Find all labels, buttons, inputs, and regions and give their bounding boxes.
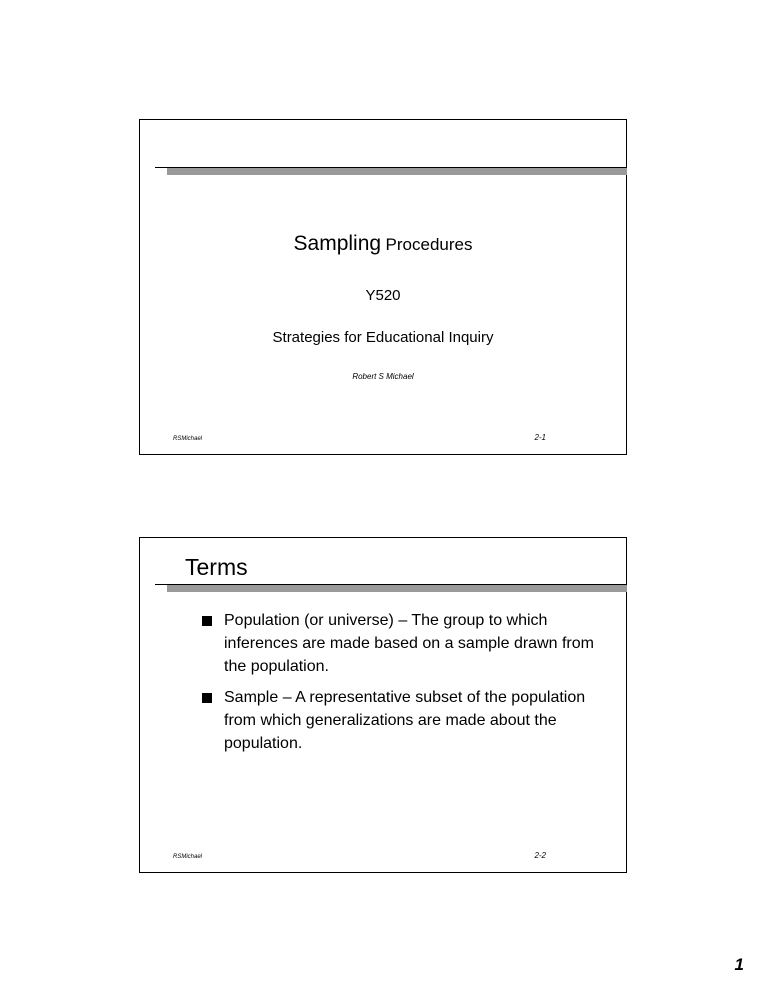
bullet-item — [202, 609, 602, 678]
slide-number: 2-1 — [534, 433, 546, 442]
slide-1 — [139, 119, 627, 455]
square-bullet-icon — [202, 616, 212, 626]
slide-title: Terms — [185, 554, 248, 580]
slide-title-main: Sampling — [293, 232, 382, 255]
bullet-text: Population (or universe) – The group to which inferences are made based on a sample drawn from the population. — [224, 612, 594, 675]
bullet-text: Sample – A representative subset of the population from which generalizations are made about the population. — [224, 689, 586, 752]
header-rule-shadow — [167, 168, 627, 175]
footer-author: RSMichael — [173, 436, 203, 442]
slide-number: 2-2 — [534, 851, 546, 860]
slide-title — [140, 232, 626, 256]
course-subtitle: Strategies for Educational Inquiry — [272, 329, 494, 346]
square-bullet-icon — [202, 693, 212, 703]
header-rule — [155, 167, 627, 175]
bullet-item — [202, 686, 602, 755]
course-code: Y520 — [365, 287, 401, 304]
header-rule-shadow — [167, 585, 627, 592]
slide-2 — [139, 537, 627, 873]
bullet-list — [202, 609, 602, 763]
author-name: Robert S Michael — [352, 372, 414, 381]
header-rule — [155, 584, 627, 592]
slide-title-rest: Procedures — [385, 235, 473, 254]
page-number: 1 — [734, 955, 744, 974]
footer-author: RSMichael — [173, 854, 203, 860]
